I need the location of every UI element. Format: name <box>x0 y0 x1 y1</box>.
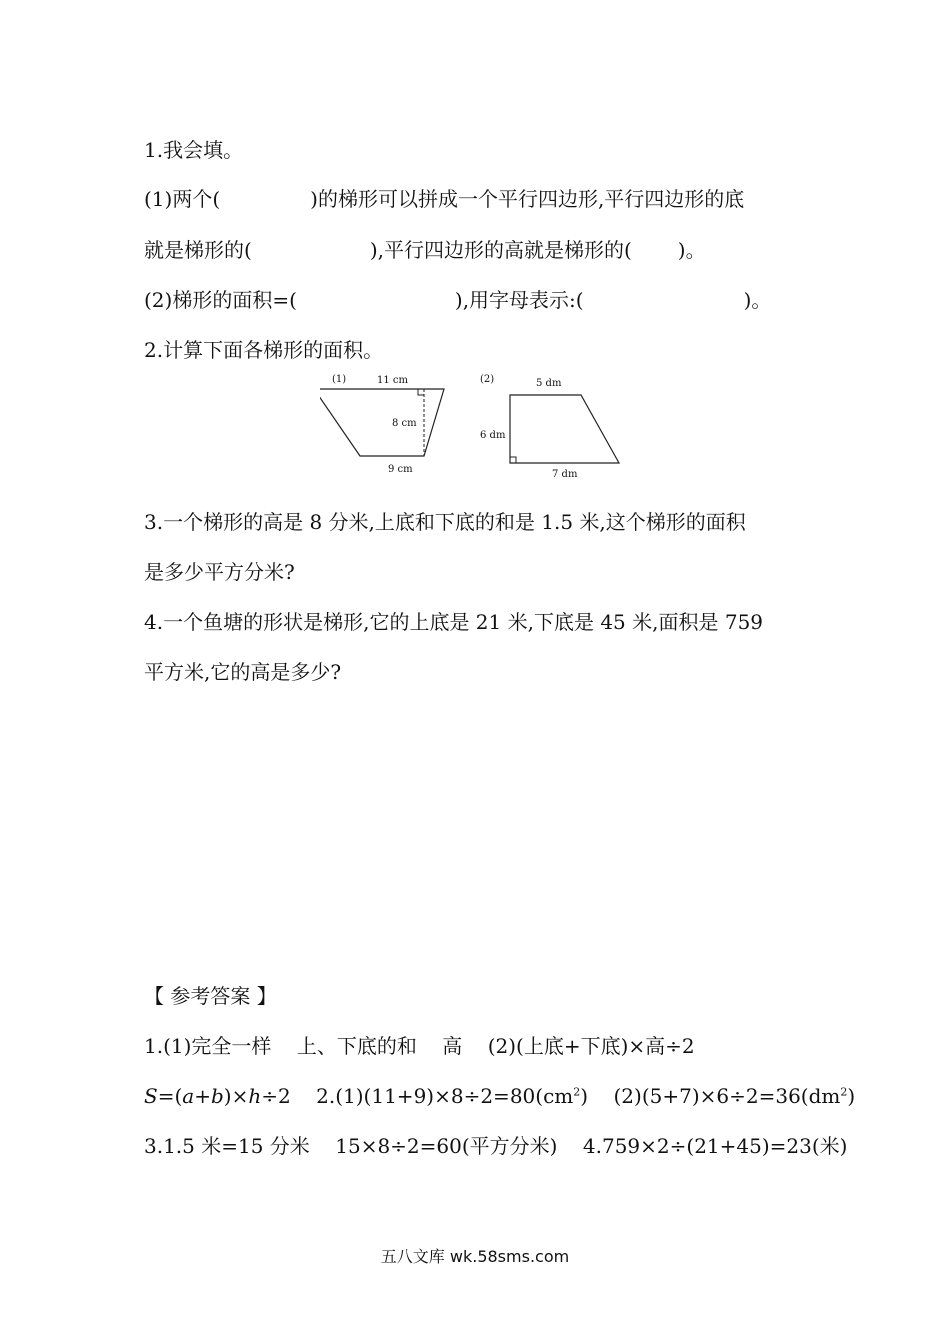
q3-line1: 3.一个梯形的高是 8 分米,上底和下底的和是 1.5 米,这个梯形的面积 <box>144 510 746 534</box>
fig2-label: (2) <box>480 374 495 385</box>
text-segment: )的梯形可以拼成一个平行四边形,平行四边形的底 <box>310 187 745 211</box>
text-segment: 就是梯形的( <box>144 238 252 262</box>
fig1-bottom-label: 9 cm <box>388 464 413 475</box>
superscript: 2 <box>840 1085 848 1099</box>
text-segment: + <box>194 1084 211 1108</box>
fig1-trapezoid <box>320 389 444 456</box>
text-segment: (1)两个( <box>144 187 221 211</box>
fig2-height-label: 6 dm <box>480 430 506 441</box>
fig1-top-label: 11 cm <box>377 375 408 386</box>
fig2-top-label: 5 dm <box>536 378 562 389</box>
text-segment: (2)梯形的面积=( <box>144 288 297 312</box>
q2-title: 2.计算下面各梯形的面积。 <box>144 338 384 362</box>
var-s: S <box>144 1084 158 1108</box>
q1-part1-line2 <box>144 236 706 264</box>
text-segment: ÷2 2.(1)(11+9)×8÷2=80(cm <box>261 1084 574 1108</box>
fig2-right-angle <box>510 457 516 463</box>
trapezoid-figures <box>320 368 640 480</box>
fig2-bottom-label: 7 dm <box>552 469 578 480</box>
superscript: 2 <box>573 1085 581 1099</box>
text-segment: ),平行四边形的高就是梯形的( <box>369 238 632 262</box>
text-segment: )。 <box>743 288 772 312</box>
fig1-height-label: 8 cm <box>392 418 417 429</box>
q3-line2: 是多少平方分米? <box>144 560 295 584</box>
q4-line1: 4.一个鱼塘的形状是梯形,它的上底是 21 米,下底是 45 米,面积是 759 <box>144 610 764 634</box>
var-a: a <box>182 1084 195 1108</box>
text-segment: ),用字母表示:( <box>454 288 584 312</box>
text-segment: =( <box>157 1084 183 1108</box>
footer-watermark: 五八文库 wk.58sms.com <box>380 1247 570 1266</box>
text-segment: ) (2)(5+7)×6÷2=36(dm <box>580 1084 841 1108</box>
answers-title: 【 参考答案 】 <box>144 984 277 1008</box>
text-segment: ) <box>847 1084 856 1108</box>
answer-3: 3.1.5 米=15 分米 15×8÷2=60(平方分米) 4.759×2÷(21+45)=23(米) <box>144 1134 848 1158</box>
answer-1: 1.(1)完全一样 上、下底的和 高 (2)(上底+下底)×高÷2 <box>144 1034 695 1058</box>
var-b: b <box>210 1084 224 1108</box>
fig1-label: (1) <box>332 374 347 385</box>
fig2-trapezoid <box>510 395 619 463</box>
text-segment: )× <box>223 1084 249 1108</box>
fig1-right-angle <box>418 389 424 395</box>
text-segment: )。 <box>677 238 706 262</box>
var-h: h <box>248 1084 262 1108</box>
q1-part1-line1 <box>144 185 744 213</box>
q1-part2 <box>144 286 771 314</box>
answer-2 <box>144 1082 855 1110</box>
q1-title: 1.我会填。 <box>144 138 244 162</box>
q4-line2: 平方米,它的高是多少? <box>144 660 342 684</box>
